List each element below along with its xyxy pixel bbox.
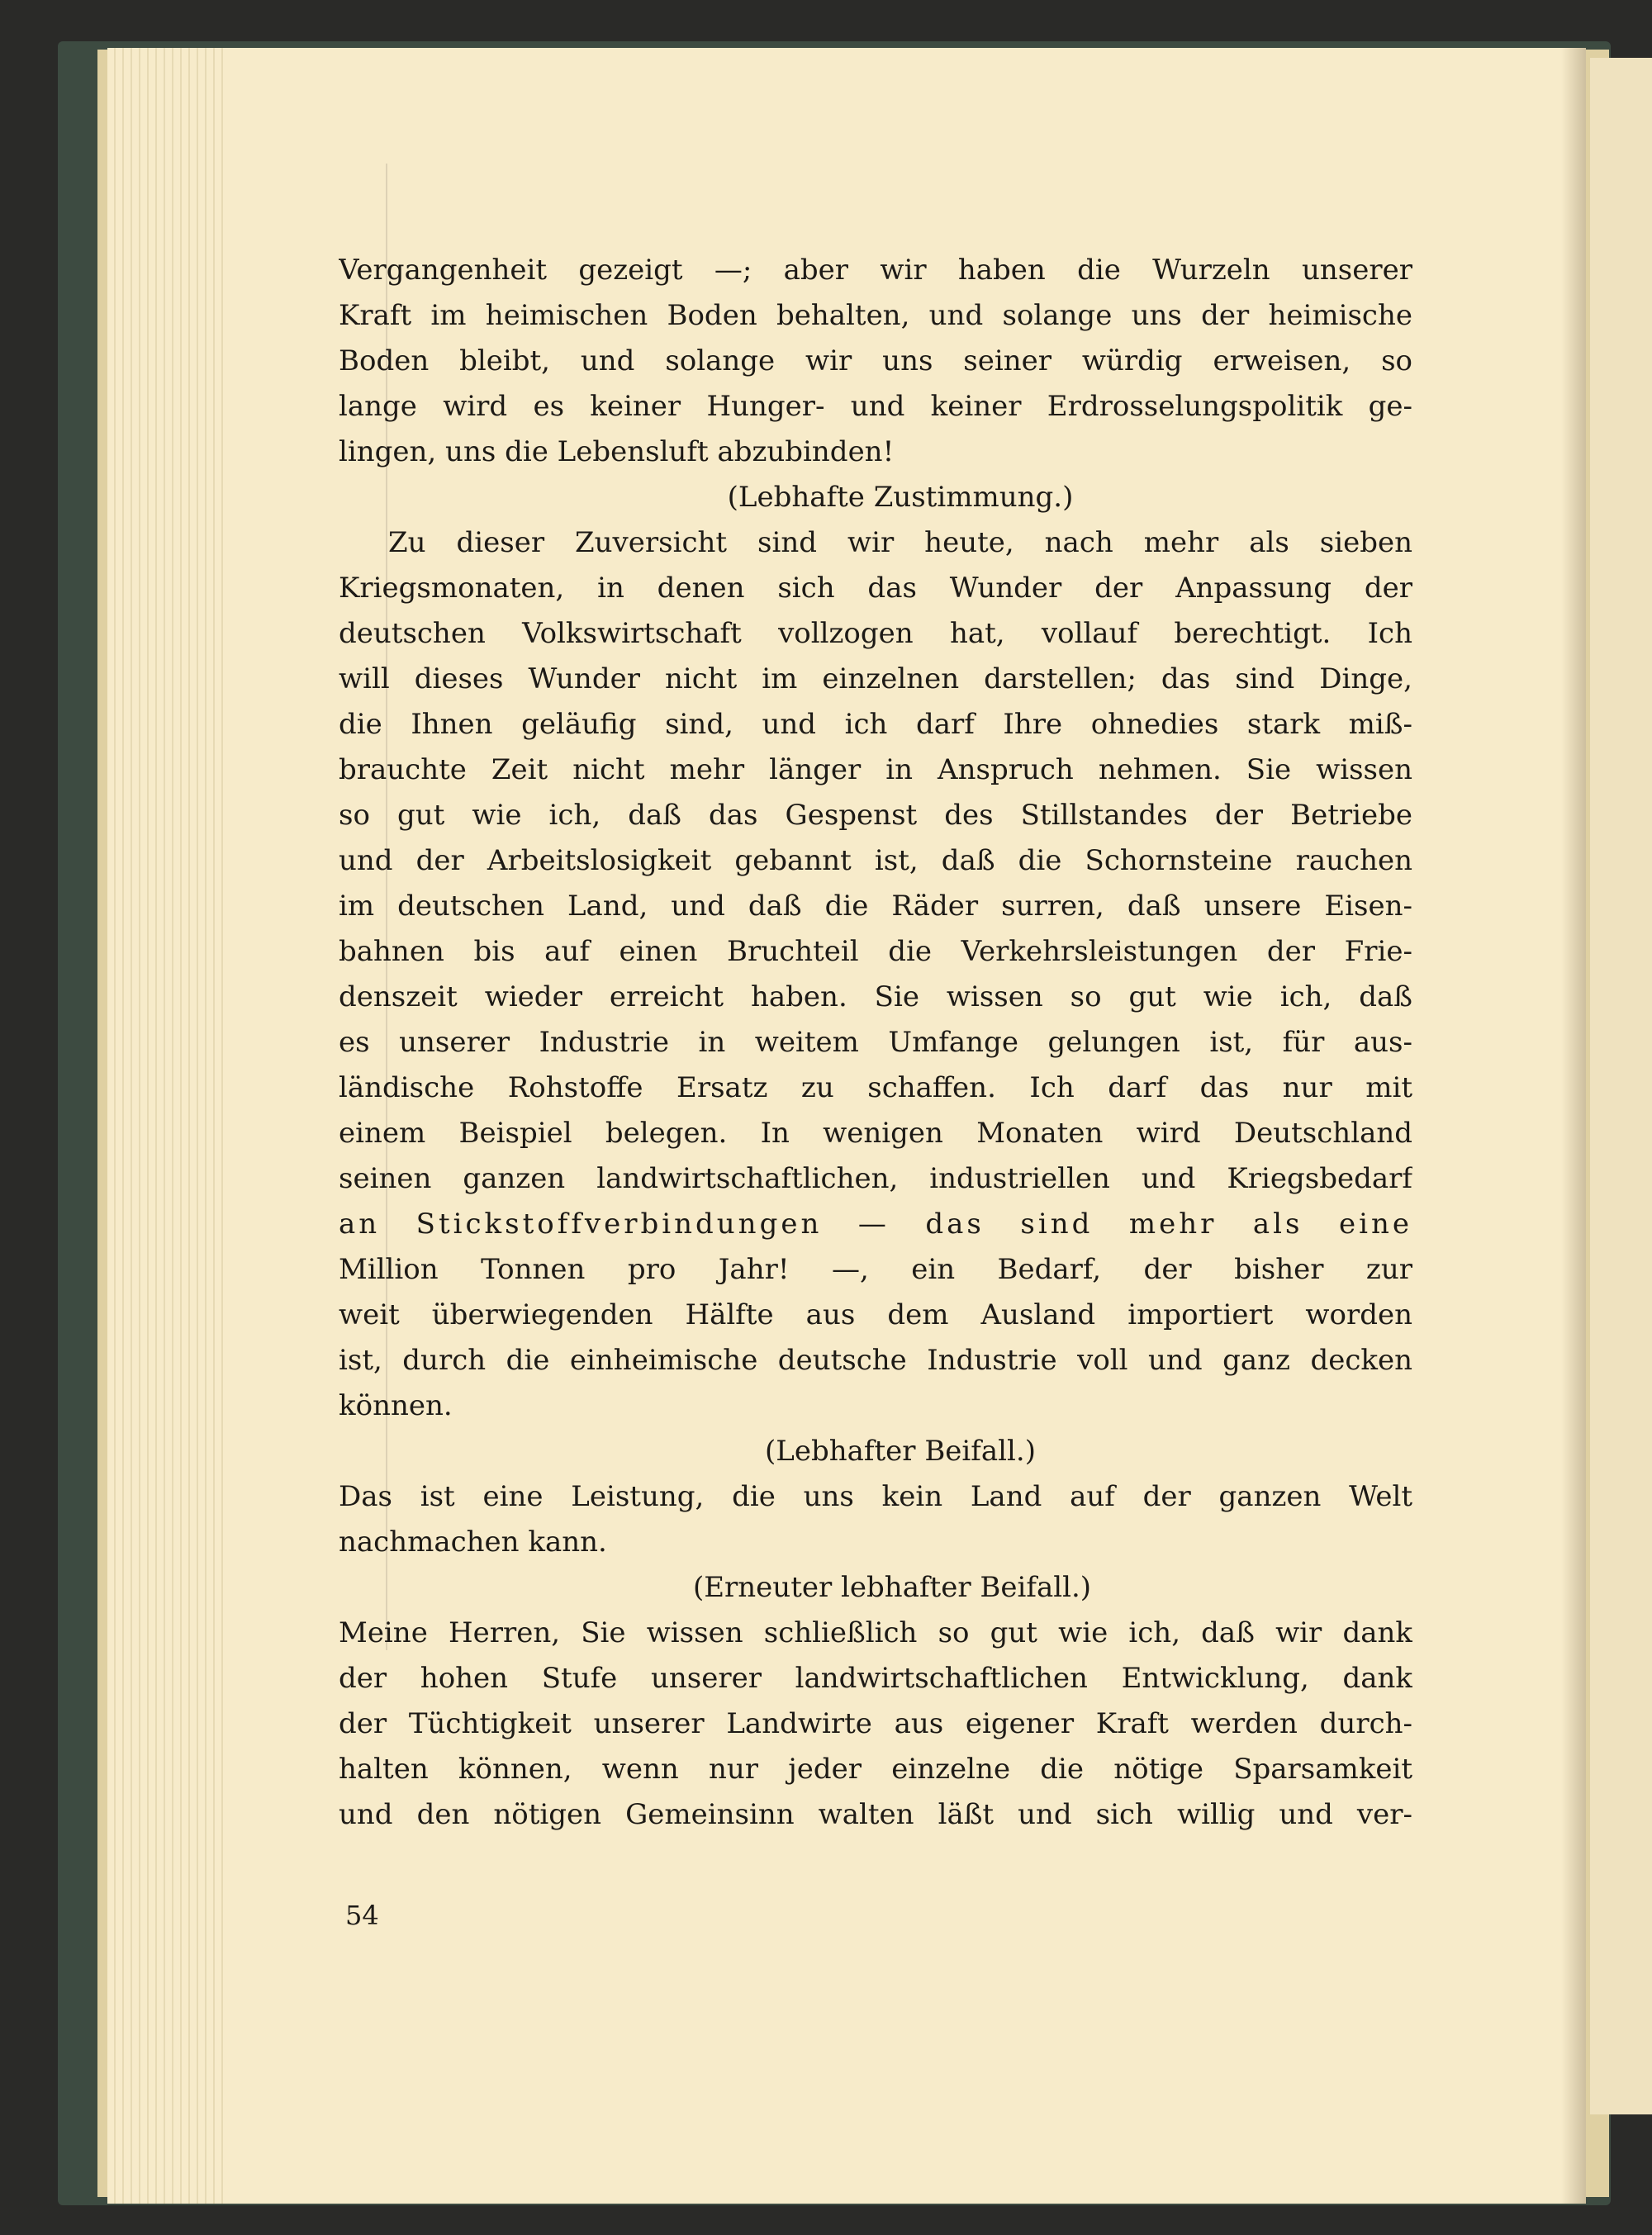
text-line: so gut wie ich, daß das Gespenst des Stillstandes der Betriebe [339, 799, 1412, 832]
text-line: Meine Herren, Sie wissen schließlich so gut wie ich, daß wir dank [339, 1616, 1412, 1649]
text-line: lingen, uns die Lebensluft abzubinden! [339, 435, 895, 468]
text-line: seinen ganzen landwirtschaftlichen, industriellen und Kriegsbedarf [339, 1162, 1412, 1195]
facing-page-edge [1590, 58, 1652, 2114]
text-line: und den nötigen Gemeinsinn walten läßt und sich willig und ver- [339, 1798, 1412, 1831]
text-line: Kraft im heimischen Boden behalten, und solange uns der heimische [339, 299, 1412, 332]
stage-direction: (Erneuter lebhafter Beifall.) [692, 1571, 1092, 1604]
body-text [339, 248, 1412, 1838]
gutter-shadow [1561, 48, 1586, 2204]
text-line: Vergangenheit gezeigt —; aber wir haben die Wurzeln unserer [339, 254, 1412, 287]
text-line: der Tüchtigkeit unserer Landwirte aus eigener Kraft werden durch- [339, 1707, 1412, 1740]
text-line: können. [339, 1389, 453, 1422]
text-line: der hohen Stufe unserer landwirtschaftlichen Entwicklung, dank [339, 1662, 1412, 1695]
text-line: es unserer Industrie in weitem Umfange gelungen ist, für aus- [339, 1026, 1412, 1059]
page-edges [107, 48, 223, 2204]
text-line: halten können, wenn nur jeder einzelne die nötige Sparsamkeit [339, 1753, 1412, 1786]
text-line: nachmachen kann. [339, 1526, 607, 1559]
text-line: an Stickstoffverbindungen — das sind mehr als eine [339, 1208, 1412, 1241]
text-line: Kriegsmonaten, in denen sich das Wunder der Anpassung der [339, 572, 1412, 605]
text-line: Million Tonnen pro Jahr! —, ein Bedarf, der bisher zur [339, 1253, 1412, 1286]
text-line: ist, durch die einheimische deutsche Industrie voll und ganz decken [339, 1344, 1412, 1377]
page-number: 54 [345, 1900, 379, 1931]
text-line: einem Beispiel belegen. In wenigen Monaten wird Deutschland [339, 1117, 1412, 1150]
text-line: ländische Rohstoffe Ersatz zu schaffen. Ich darf das nur mit [339, 1071, 1412, 1104]
text-line: deutschen Volkswirtschaft vollzogen hat, vollauf berechtigt. Ich [339, 617, 1412, 650]
stage-direction: (Lebhafte Zustimmung.) [727, 481, 1074, 514]
text-line: bahnen bis auf einen Bruchteil die Verkehrsleistungen der Frie- [339, 935, 1412, 968]
text-line: die Ihnen geläufig sind, und ich darf Ihre ohnedies stark miß- [339, 708, 1412, 741]
text-line: im deutschen Land, und daß die Räder surren, daß unsere Eisen- [339, 890, 1412, 923]
text-line: will dieses Wunder nicht im einzelnen darstellen; das sind Dinge, [339, 662, 1412, 695]
text-line: brauchte Zeit nicht mehr länger in Anspruch nehmen. Sie wissen [339, 753, 1412, 786]
text-line: denszeit wieder erreicht haben. Sie wissen so gut wie ich, daß [339, 980, 1412, 1013]
text-line: und der Arbeitslosigkeit gebannt ist, daß die Schornsteine rauchen [339, 844, 1412, 877]
text-line: weit überwiegenden Hälfte aus dem Ausland importiert worden [339, 1298, 1412, 1331]
text-line: Boden bleibt, und solange wir uns seiner würdig erweisen, so [339, 344, 1412, 377]
text-line: Das ist eine Leistung, die uns kein Land auf der ganzen Welt [339, 1480, 1412, 1513]
stage-direction: (Lebhafter Beifall.) [765, 1435, 1036, 1468]
text-line: lange wird es keiner Hunger- und keiner Erdrosselungspolitik ge- [339, 390, 1412, 423]
text-line: Zu dieser Zuversicht sind wir heute, nach mehr als sieben [388, 526, 1412, 559]
